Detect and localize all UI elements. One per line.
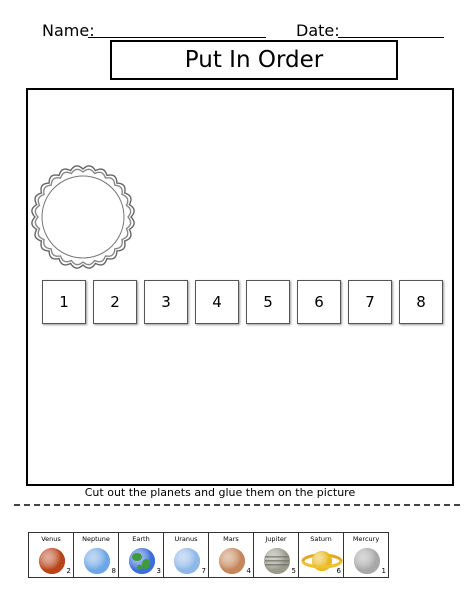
date-field[interactable] <box>338 37 444 38</box>
planet-shading <box>39 548 65 574</box>
earth-landmass <box>137 565 143 569</box>
planet-number: 6 <box>336 567 341 575</box>
slot-number: 5 <box>263 293 273 311</box>
planet-shading <box>84 548 110 574</box>
jupiter-band <box>265 556 289 558</box>
planet-card-jupiter[interactable] <box>253 532 299 578</box>
planet-name: Neptune <box>82 535 110 543</box>
slot-1[interactable] <box>42 280 86 324</box>
planet-card-saturn[interactable] <box>298 532 344 578</box>
slot-3[interactable] <box>144 280 188 324</box>
planet-name: Jupiter <box>265 535 287 543</box>
planet-number: 2 <box>66 567 71 575</box>
earth-landmass <box>132 553 142 561</box>
planet-number: 3 <box>156 567 161 575</box>
planet-number: 5 <box>291 567 296 575</box>
slot-4[interactable] <box>195 280 239 324</box>
slot-5[interactable] <box>246 280 290 324</box>
planet-number: 4 <box>246 567 251 575</box>
sun-outline <box>32 166 134 268</box>
slot-number: 2 <box>110 293 120 311</box>
planet-name: Uranus <box>174 535 198 543</box>
planet-number: 7 <box>201 567 206 575</box>
planet-name: Earth <box>132 535 150 543</box>
page-title <box>110 40 398 80</box>
planet-card-uranus[interactable] <box>163 532 209 578</box>
planet-number: 1 <box>381 567 386 575</box>
slot-8[interactable] <box>399 280 443 324</box>
slot-number: 8 <box>416 293 426 311</box>
slot-6[interactable] <box>297 280 341 324</box>
slot-2[interactable] <box>93 280 137 324</box>
slot-7[interactable] <box>348 280 392 324</box>
planet-name: Mercury <box>352 535 380 543</box>
slot-number: 4 <box>212 293 222 311</box>
instruction-text: Cut out the planets and glue them on the picture <box>84 486 356 499</box>
planet-card-earth[interactable] <box>118 532 164 578</box>
planet-number: 8 <box>111 567 116 575</box>
planet-shading <box>354 548 380 574</box>
sun-icon <box>28 162 138 272</box>
sun-inner-ring <box>42 176 124 258</box>
planet-name: Mars <box>223 535 239 543</box>
slot-number: 3 <box>161 293 171 311</box>
jupiter-band <box>265 560 289 562</box>
name-field[interactable] <box>88 37 266 38</box>
planet-card-mercury[interactable] <box>343 532 389 578</box>
planet-shading <box>129 548 155 574</box>
name-label: Name: <box>42 21 95 40</box>
earth-landmass <box>142 559 150 569</box>
cut-line <box>14 504 460 506</box>
slot-number: 1 <box>59 293 69 311</box>
planet-card-venus[interactable] <box>28 532 74 578</box>
planet-card-mars[interactable] <box>208 532 254 578</box>
planet-shading <box>174 548 200 574</box>
slot-number: 6 <box>314 293 324 311</box>
page-title-text: Put In Order <box>184 47 324 73</box>
date-label: Date: <box>296 21 340 40</box>
planet-shading <box>219 548 245 574</box>
jupiter-band <box>265 564 289 566</box>
planet-name: Saturn <box>310 535 332 543</box>
planet-name: Venus <box>41 535 61 543</box>
slot-number: 7 <box>365 293 375 311</box>
planet-card-neptune[interactable] <box>73 532 119 578</box>
